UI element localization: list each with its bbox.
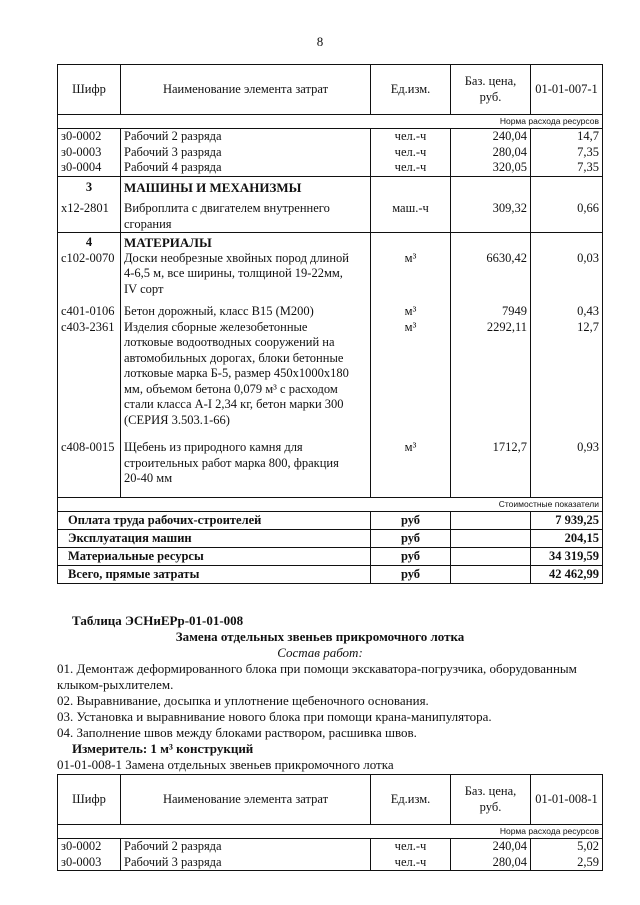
table-row: х12-2801 Виброплита с двигателем внутреннего сгорания маш.-ч 309,32 0,66 — [58, 195, 603, 233]
section-machines: 3 МАШИНЫ И МЕХАНИЗМЫ — [58, 176, 603, 195]
page-number: 8 — [316, 34, 324, 49]
table-title: Таблица ЭСНиЕРр-01-01-008 — [72, 613, 244, 628]
col-norm-code-header: 01-01-007-1 — [531, 65, 603, 115]
cost-caption: Стоимостные показатели — [58, 497, 603, 511]
col-norm-code-header: 01-01-008-1 — [531, 775, 603, 825]
table-row: з0-0003 Рабочий 3 разряда чел.-ч 280,04 7,35 — [58, 145, 603, 161]
table-subtitle: Замена отдельных звеньев прикромочного лотка — [175, 629, 465, 644]
total-row: Эксплуатация машин руб 204,15 — [58, 529, 603, 547]
measure-unit: Измеритель: 1 м³ конструкций — [72, 741, 254, 756]
table-row: з0-0003 Рабочий 3 разряда чел.-ч 280,04 2,59 — [58, 855, 603, 871]
table-row: с408-0015 Щебень из природного камня для строительных работ марка 800, фракция 20-40 мм м³ 1712,7 0,93 — [58, 428, 603, 487]
norm-caption: Норма расхода ресурсов — [58, 825, 603, 839]
table-row: с102-0070 Доски необрезные хвойных пород длиной 4-6,5 м, все ширины, толщиной 19-22мм, IV сорт м³ 6630,42 0,03 — [58, 251, 603, 298]
col-unit-header: Ед.изм. — [371, 775, 451, 825]
section-materials: 4 МАТЕРИАЛЫ — [58, 233, 603, 251]
works-caption: Состав работ: — [277, 645, 363, 660]
table-row: з0-0002 Рабочий 2 разряда чел.-ч 240,04 5,02 — [58, 839, 603, 855]
table-row: з0-0002 Рабочий 2 разряда чел.-ч 240,04 14,7 — [58, 129, 603, 145]
norm-caption: Норма расхода ресурсов — [58, 115, 603, 129]
works-item: 02. Выравнивание, досыпка и уплотнение щебеночного основания. — [57, 693, 429, 708]
works-item: 01. Демонтаж деформированного блока при помощи экскаватора-погрузчика, оборудованным клыком-рыхлителем. — [57, 661, 577, 692]
norm-line: 01-01-008-1 Замена отдельных звеньев прикромочного лотка — [57, 757, 394, 772]
col-price-header: Баз. цена, руб. — [451, 65, 531, 115]
works-item: 03. Установка и выравнивание нового блока при помощи крана-манипулятора. — [57, 709, 492, 724]
col-price-header: Баз. цена, руб. — [451, 775, 531, 825]
works-item: 04. Заполнение швов между блоками раствором, расшивка швов. — [57, 725, 417, 740]
total-row: Оплата труда рабочих-строителей руб 7 939,25 — [58, 511, 603, 529]
resource-table-007 — [57, 64, 603, 584]
total-row: Материальные ресурсы руб 34 319,59 — [58, 547, 603, 565]
col-name-header: Наименование элемента затрат — [121, 65, 371, 115]
resource-table-008 — [57, 774, 603, 871]
col-name-header: Наименование элемента затрат — [121, 775, 371, 825]
table-row: с403-2361 Изделия сборные железобетонные лотковые водоотводных сооружений на автомобильных дорогах, блоки бетонные лотковые марка Б-5, размер 450х1000х180 мм, объемом бетона 0,079 м³ с расходом стали класса А-I 2,34 кг, бетон марки 300 (СЕРИЯ 3.503.1-66) м³ 2292,11 12,7 — [58, 320, 603, 429]
col-code-header: Шифр — [58, 65, 121, 115]
col-code-header: Шифр — [58, 775, 121, 825]
table-row: с401-0106 Бетон дорожный, класс В15 (М200) м³ 7949 0,43 — [58, 297, 603, 320]
table-row: з0-0004 Рабочий 4 разряда чел.-ч 320,05 7,35 — [58, 160, 603, 176]
total-row: Всего, прямые затраты руб 42 462,99 — [58, 565, 603, 583]
col-unit-header: Ед.изм. — [371, 65, 451, 115]
